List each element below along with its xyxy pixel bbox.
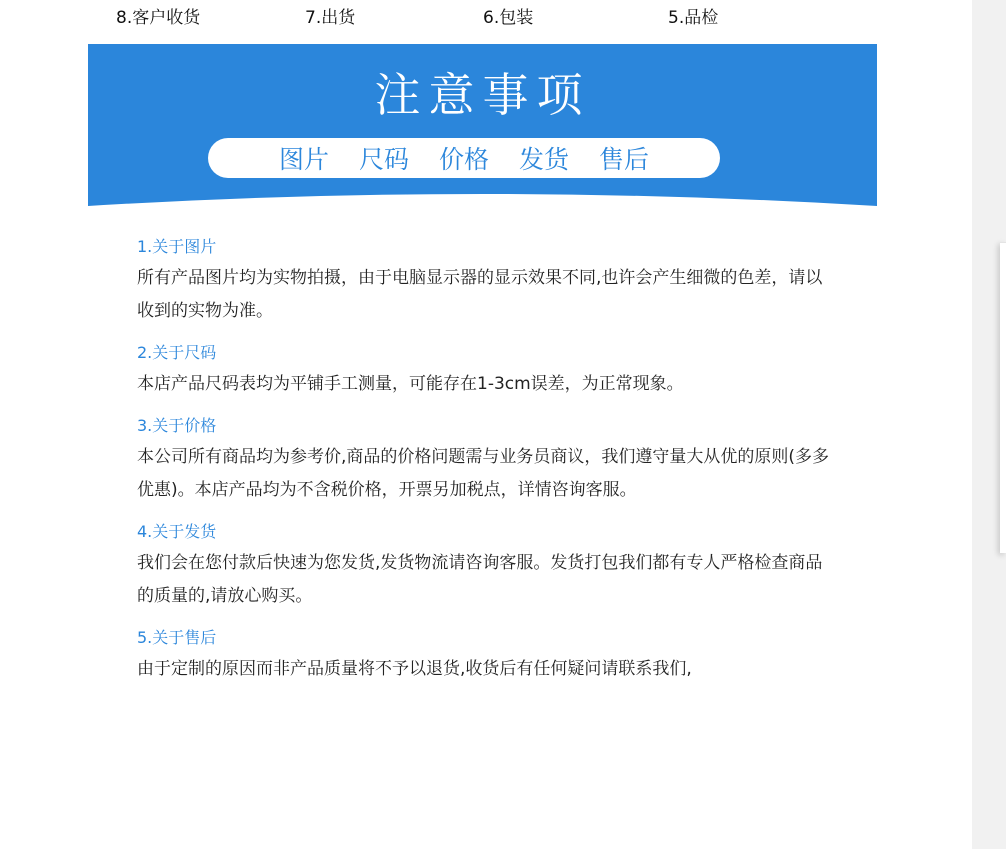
section-body: 由于定制的原因而非产品质量将不予以退货,收货后有任何疑问请联系我们,	[137, 659, 692, 679]
section-title: 4.关于发货	[137, 522, 217, 541]
tab-after-sales[interactable]: 售后	[599, 145, 650, 174]
process-step: 5.品检	[668, 8, 719, 28]
section-title: 1.关于图片	[137, 237, 217, 256]
process-step: 6.包装	[483, 8, 534, 28]
process-steps-row	[0, 0, 880, 40]
section-title: 3.关于价格	[137, 416, 217, 435]
topic-tab-bar	[208, 138, 720, 178]
process-step: 8.客户收货	[116, 8, 201, 28]
tab-images[interactable]: 图片	[278, 145, 329, 174]
section-after-sales	[137, 627, 837, 686]
section-title: 5.关于售后	[137, 628, 217, 647]
notice-content	[137, 236, 837, 700]
tab-price[interactable]: 价格	[438, 145, 489, 174]
section-body: 我们会在您付款后快速为您发货,发货物流请咨询客服。发货打包我们都有专人严格检查商品的质量的,请放心购买。	[137, 553, 823, 606]
section-sizes	[137, 342, 837, 401]
tab-shipping[interactable]: 发货	[519, 145, 570, 174]
side-popup-card[interactable]	[1000, 242, 1006, 553]
section-body: 所有产品图片均为实物拍摄，由于电脑显示器的显示效果不同,也许会产生细微的色差，请以收到的实物为准。	[137, 268, 823, 321]
notice-banner	[88, 44, 877, 208]
section-images	[137, 236, 837, 328]
section-title: 2.关于尺码	[137, 343, 217, 362]
section-body: 本公司所有商品均为参考价,商品的价格问题需与业务员商议，我们遵守量大从优的原则(多多优惠)。本店产品均为不含税价格，开票另加税点，详情咨询客服。	[137, 447, 830, 500]
section-shipping	[137, 521, 837, 613]
section-body: 本店产品尺码表均为平铺手工测量，可能存在1-3cm误差，为正常现象。	[137, 374, 684, 394]
process-step: 7.出货	[305, 8, 356, 28]
banner-title: 注意事项	[374, 68, 591, 122]
tab-sizes[interactable]: 尺码	[358, 145, 409, 174]
section-price	[137, 415, 837, 507]
